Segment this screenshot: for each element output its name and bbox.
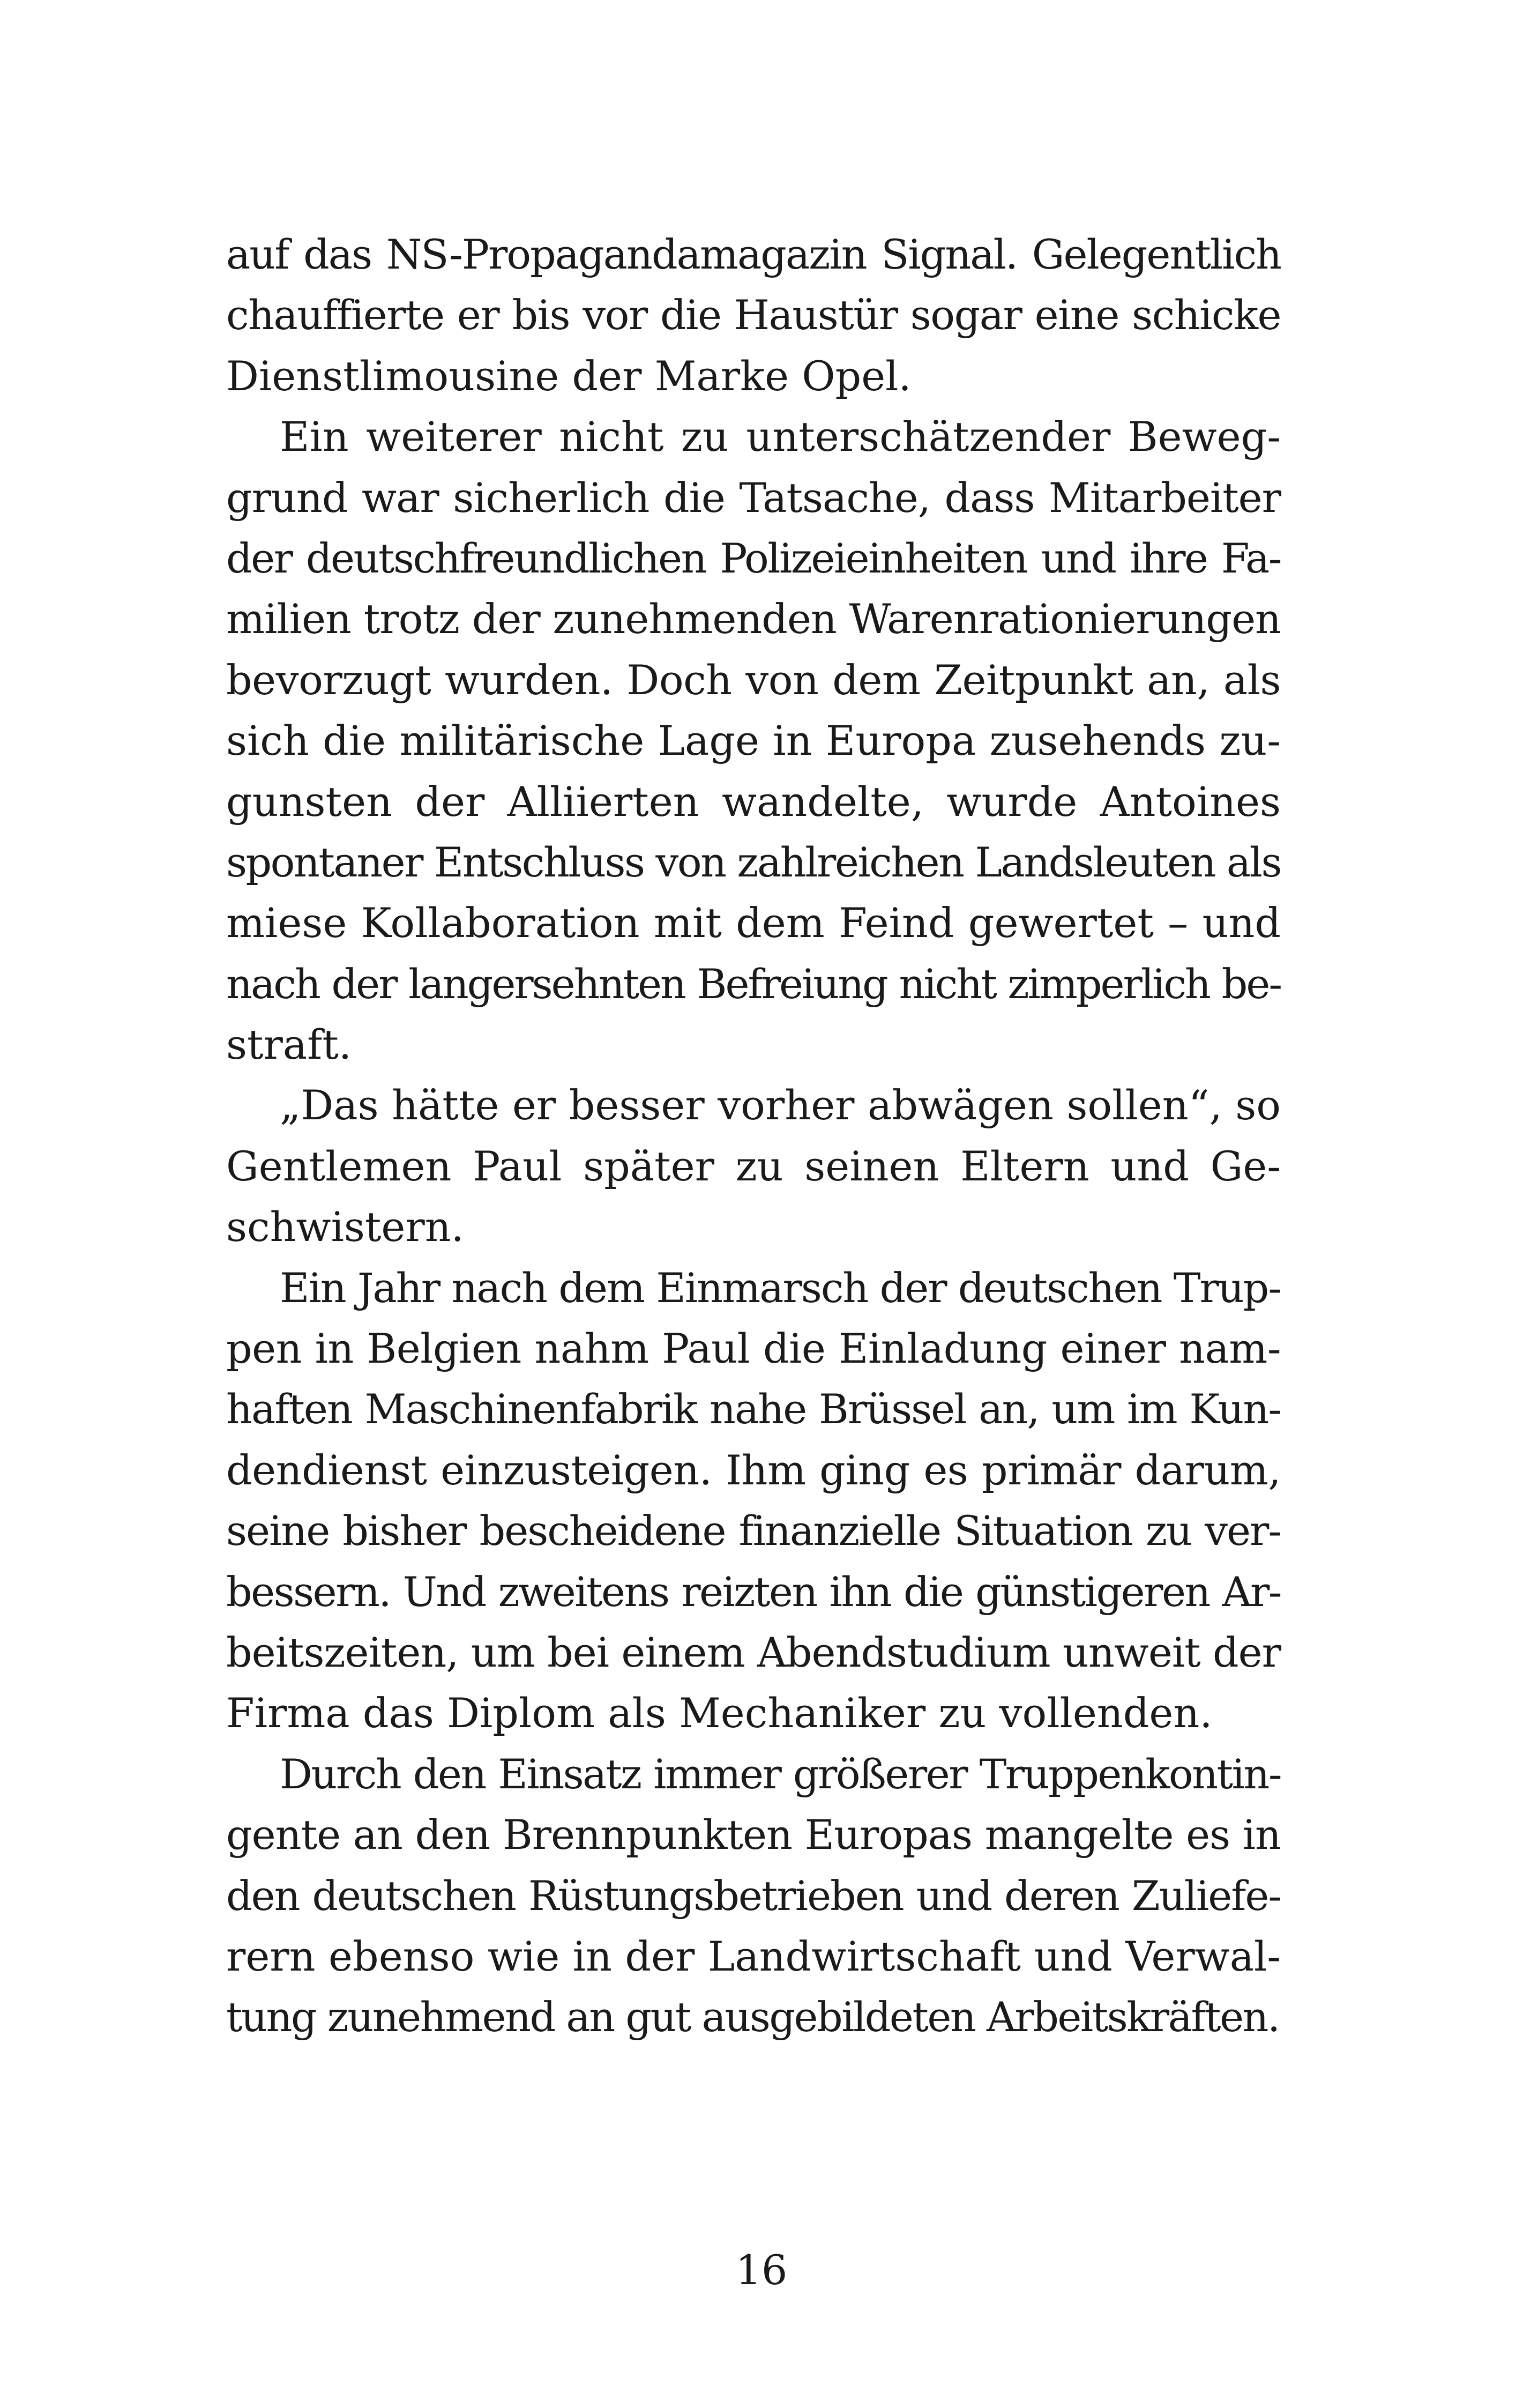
text-line: nach der langersehnten Befreiung nicht zimperlich be- [226,960,1281,1008]
text-line: gente an den Brennpunkten Europas mangelte es in [226,1811,1281,1859]
text-line: seine bisher bescheidene finanzielle Situation zu ver- [226,1507,1281,1555]
body-text [226,224,1281,2048]
text-line: Ein weiterer nicht zu unterschätzender Beweg- [280,413,1281,461]
text-line: milien trotz der zunehmenden Warenrationierungen [226,595,1281,643]
page-number: 16 [735,2246,788,2294]
text-line: haften Maschinenfabrik nahe Brüssel an, um im Kun- [226,1385,1281,1433]
text-line: bessern. Und zweitens reizten ihn die günstigeren Ar- [226,1567,1281,1616]
text-line: miese Kollaboration mit dem Feind gewertet – und [226,899,1281,947]
text-line: Gentlemen Paul später zu seinen Eltern und Ge- [226,1142,1281,1190]
text-line: Durch den Einsatz immer größerer Truppenkontin- [280,1750,1281,1798]
text-line: tung zunehmend an gut ausgebildeten Arbeitskräften. [226,1993,1279,2041]
text-line: sich die militärische Lage in Europa zusehends zu- [226,717,1281,765]
text-line: der deutschfreundlichen Polizeieinheiten und ihre Fa- [226,534,1281,582]
text-line: „Das hätte er besser vorher abwägen sollen“, so [280,1081,1281,1129]
text-line: spontaner Entschluss von zahlreichen Landsleuten als [226,838,1281,886]
text-line: Dienstlimousine der Marke Opel. [226,352,912,400]
text-line: grund war sicherlich die Tatsache, dass Mitarbeiter [226,473,1281,522]
text-line: straft. [226,1021,352,1069]
paragraph [226,406,1281,1075]
text-line: den deutschen Rüstungsbetrieben und deren Zuliefe- [226,1871,1281,1920]
text-line: schwistern. [226,1203,464,1251]
text-line: bevorzugt wurden. Doch von dem Zeitpunkt an, als [226,656,1281,704]
text-line: Ein Jahr nach dem Einmarsch der deutschen Trup- [280,1264,1281,1312]
text-line: Firma das Diplom als Mechaniker zu vollenden. [226,1689,1213,1737]
text-line: auf das NS-Propagandamagazin Signal. Gelegentlich [226,231,1281,278]
text-line: beitszeiten, um bei einem Abendstudium unweit der [226,1628,1281,1676]
paragraph [226,1258,1281,1744]
text-line: chauffierte er bis vor die Haustür sogar eine schicke [226,291,1281,339]
text-line: rern ebenso wie in der Landwirtschaft und Verwal- [226,1932,1281,1980]
paragraph [226,1744,1281,2048]
text-line: gunsten der Alliierten wandelte, wurde Antoines [226,777,1281,826]
paragraph [226,1075,1281,1257]
text-line: dendienst einzusteigen. Ihm ging es primär darum, [226,1446,1281,1494]
text-line: pen in Belgien nahm Paul die Einladung einer nam- [226,1325,1281,1373]
paragraph [226,224,1281,406]
